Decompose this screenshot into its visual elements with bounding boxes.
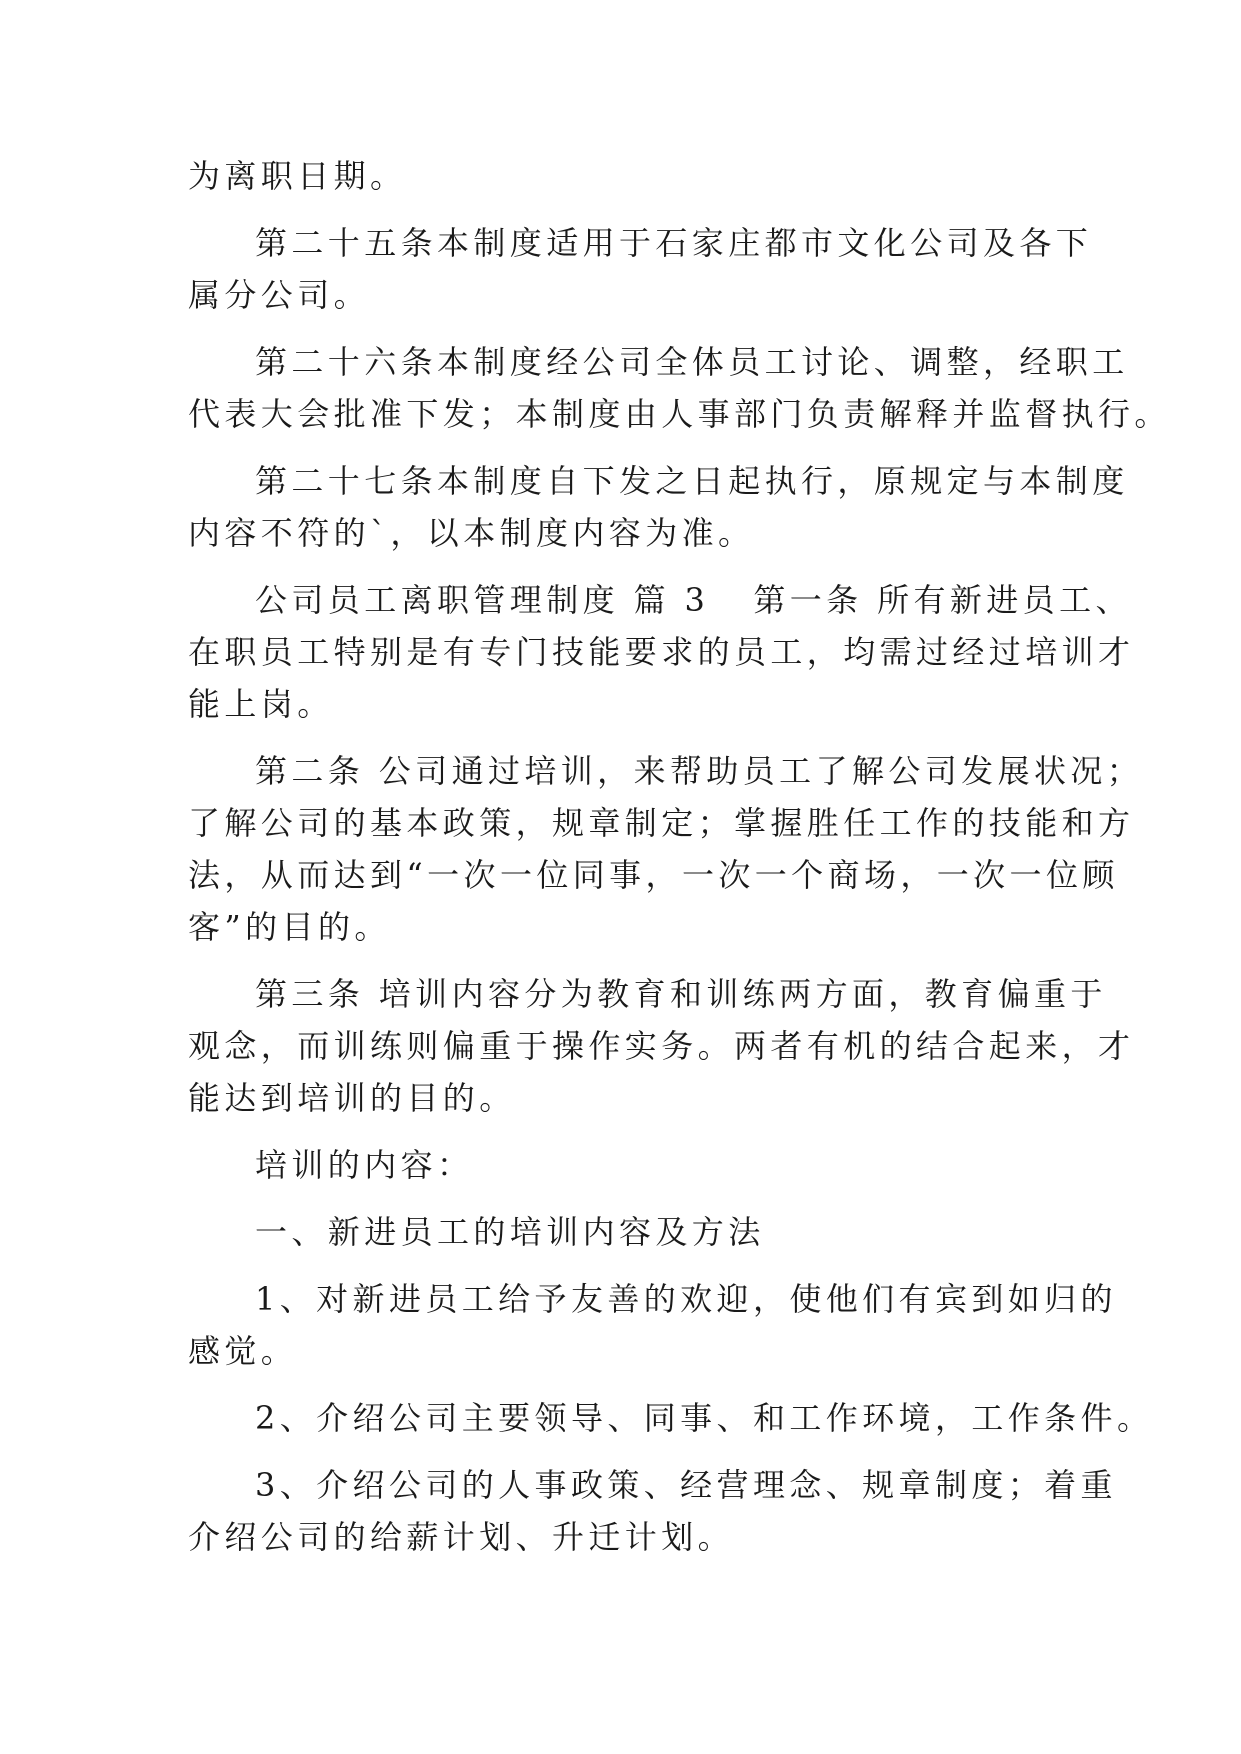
text-line: 第三条 培训内容分为教育和训练两方面，教育偏重于 xyxy=(255,975,1107,1013)
text-line: 第二条 公司通过培训，来帮助员工了解公司发展状况； xyxy=(255,752,1144,790)
text-line: 客”的目的。 xyxy=(188,908,391,946)
text-line: 1、对新进员工给予友善的欢迎，使他们有宾到如归的 xyxy=(255,1280,1117,1318)
text-line: 一、新进员工的培训内容及方法 xyxy=(255,1213,765,1251)
text-line: 3、介绍公司的人事政策、经营理念、规章制度；着重 xyxy=(255,1466,1117,1504)
text-line: 为离职日期。 xyxy=(188,157,407,195)
text-line: 法，从而达到“一次一位同事，一次一个商场，一次一位顾 xyxy=(188,856,1119,894)
text-line: 属分公司。 xyxy=(188,276,371,314)
text-line: 感觉。 xyxy=(188,1332,298,1370)
text-line: 培训的内容： xyxy=(255,1146,474,1184)
section-heading: 公司员工离职管理制度 篇 3 xyxy=(255,581,710,619)
text-line: 第二十五条本制度适用于石家庄都市文化公司及各下 xyxy=(255,224,1093,262)
text-line: 能上岗。 xyxy=(188,685,334,723)
text-line: 观念，而训练则偏重于操作实务。两者有机的结合起来，才 xyxy=(188,1027,1135,1065)
article-start: 第一条 所有新进员工、 xyxy=(753,581,1132,619)
text-line: 第二十六条本制度经公司全体员工讨论、调整，经职工 xyxy=(255,343,1129,381)
text-line: 了解公司的基本政策，规章制定；掌握胜任工作的技能和方 xyxy=(188,804,1135,842)
text-line: 介绍公司的给薪计划、升迁计划。 xyxy=(188,1518,735,1556)
text-line: 能达到培训的目的。 xyxy=(188,1079,516,1117)
text-line: 在职员工特别是有专门技能要求的员工，均需过经过培训才 xyxy=(188,633,1135,671)
text-line: 代表大会批准下发；本制度由人事部门负责解释并监督执行。 xyxy=(188,395,1171,433)
document-page xyxy=(188,150,1171,1563)
section-heading-line xyxy=(188,574,1132,626)
text-line: 内容不符的`，以本制度内容为准。 xyxy=(188,514,755,552)
text-line: 第二十七条本制度自下发之日起执行，原规定与本制度 xyxy=(255,462,1129,500)
text-line: 2、介绍公司主要领导、同事、和工作环境，工作条件。 xyxy=(255,1399,1154,1437)
